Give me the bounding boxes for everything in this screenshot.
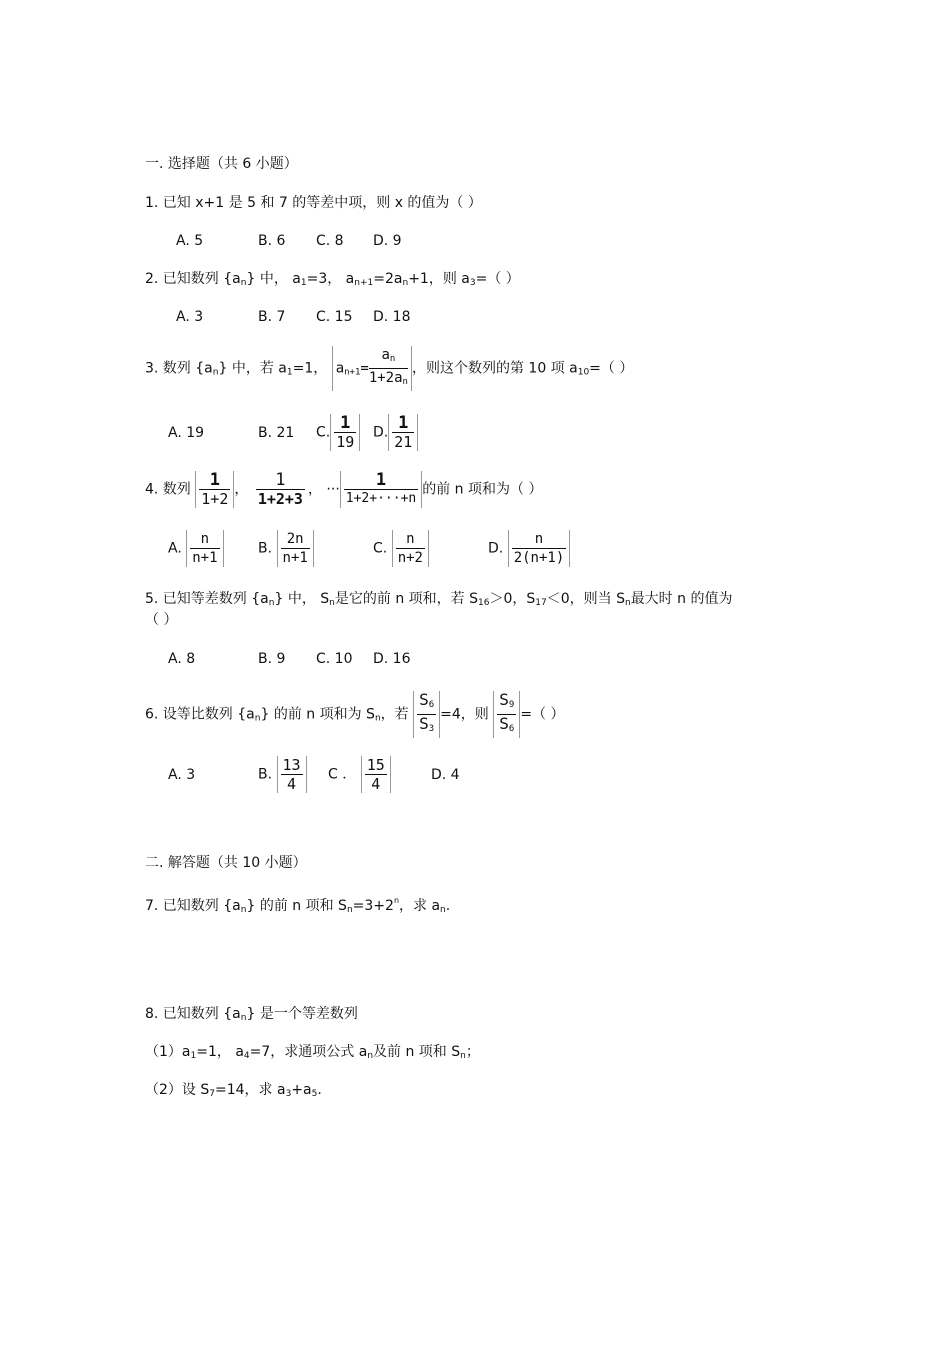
q3-recurrence-formula: $a_{n+1}=$ $\frac{a_n}{1+2a_n}$: [332, 346, 412, 391]
q3-d-fraction: $\frac{1}{21}$: [388, 414, 418, 451]
q3-option-d: D. $\frac{1}{21}$: [373, 414, 418, 451]
q5-option-b: B. 9: [258, 651, 286, 667]
section-1-heading: 一. 选择题（共 6 小题）: [145, 156, 298, 172]
q4-term-1: $\frac{1}{1+2}$: [195, 471, 234, 508]
q1-option-a: A. 5: [176, 233, 204, 249]
q6-ratio-2: $\frac{S_9}{S_6}$: [493, 691, 520, 738]
section-2-heading: 二. 解答题（共 10 小题）: [145, 855, 307, 871]
q5-option-a: A. 8: [168, 651, 196, 667]
q4-term-n: $\frac{1}{1+2+\cdot\cdot\cdot+n}$: [340, 471, 422, 508]
question-7: 7. 已知数列 $\{a_n\}$ 的前 n 项和 $S_n=3+2^n$，求 $a_n$.: [145, 896, 451, 915]
q1-option-c: C. 8: [316, 233, 344, 249]
q1-option-b: B. 6: [258, 233, 286, 249]
q6-option-a: A. 3: [168, 767, 196, 783]
q2-option-a: A. 3: [176, 309, 204, 325]
q2-option-d: D. 18: [373, 309, 411, 325]
q4-b-fraction: $\frac{2n}{n+1}$: [277, 530, 314, 567]
q3-option-b: B. 21: [258, 425, 295, 441]
q6-ratio-1: $\frac{S_6}{S_3}$: [413, 691, 440, 738]
q2-option-b: B. 7: [258, 309, 286, 325]
q3-option-a: A. 19: [168, 425, 205, 441]
question-3: 3. 数列 $\{a_n\}$ 中，若 $a_1=1$， $a_{n+1}=$ $\frac{a_n}{1+2a_n}$ ，则这个数列的第 10 项 $a_{10}=$（ ）: [145, 346, 633, 391]
q6-b-fraction: $\frac{13}{4}$: [277, 756, 307, 793]
q3-c-fraction: $\frac{1}{19}$: [330, 414, 360, 451]
q4-option-a: A. $\frac{n}{n+1}$: [168, 530, 224, 567]
question-1: 1. 已知 x+1 是 5 和 7 的等差中项，则 x 的值为（ ）: [145, 195, 482, 211]
q4-option-d: D. $\frac{n}{2(n+1)}$: [488, 530, 570, 567]
question-2: 2. 已知数列 $\{a_n\}$ 中， $a_1=3$， $a_{n+1}=2a_n+1$，则 $a_3=$（ ）: [145, 271, 520, 288]
q6-option-b: B. $\frac{13}{4}$: [258, 756, 307, 793]
question-4: 4. 数列 $\frac{1}{1+2}$ ， $\frac{1}{1+2+3}$ ， ··· $\frac{1}{1+2+\cdot\cdot\cdot+n}$ 的前 n 项和为（ ）: [145, 470, 543, 508]
q6-option-c: C ． $\frac{15}{4}$: [328, 756, 391, 793]
q4-term-2: $\frac{1}{1+2+3}$: [257, 470, 303, 508]
q6-c-fraction: $\frac{15}{4}$: [361, 756, 391, 793]
q3-option-c: C. $\frac{1}{19}$: [316, 414, 360, 451]
q4-d-fraction: $\frac{n}{2(n+1)}$: [508, 530, 571, 567]
q4-option-c: C. $\frac{n}{n+2}$: [373, 530, 429, 567]
q4-c-fraction: $\frac{n}{n+2}$: [392, 530, 429, 567]
q5-option-d: D. 16: [373, 651, 411, 667]
question-8: 8. 已知数列 $\{a_n\}$ 是一个等差数列: [145, 1006, 358, 1023]
q2-option-c: C. 15: [316, 309, 353, 325]
q4-option-b: B. $\frac{2n}{n+1}$: [258, 530, 314, 567]
question-8-part-2: （2）设 $S_7=14$，求 $a_3+a_5$.: [145, 1082, 322, 1099]
question-5: 5. 已知等差数列 $\{a_n\}$ 中， $S_n$是它的前 n 项和，若 $S_{16}>0$，$S_{17}<0$，则当 $S_n$最大时 n 的值为: [145, 591, 733, 608]
q5-option-c: C. 10: [316, 651, 353, 667]
question-8-part-1: $(1)a_1=1$， $a_4=7$，求通项公式 $a_n$及前 n 项和 $S_n$；: [145, 1044, 480, 1061]
question-6: 6. 设等比数列 $\{a_n\}$ 的前 n 项和为 $S_n$，若 $\frac{S_6}{S_3}$ =4，则 $\frac{S_9}{S_6}$ =（ ）: [145, 691, 565, 738]
question-5-bracket: （ ）: [145, 612, 178, 628]
q6-option-d: D. 4: [431, 767, 460, 783]
q4-a-fraction: $\frac{n}{n+1}$: [186, 530, 223, 567]
q1-option-d: D. 9: [373, 233, 402, 249]
